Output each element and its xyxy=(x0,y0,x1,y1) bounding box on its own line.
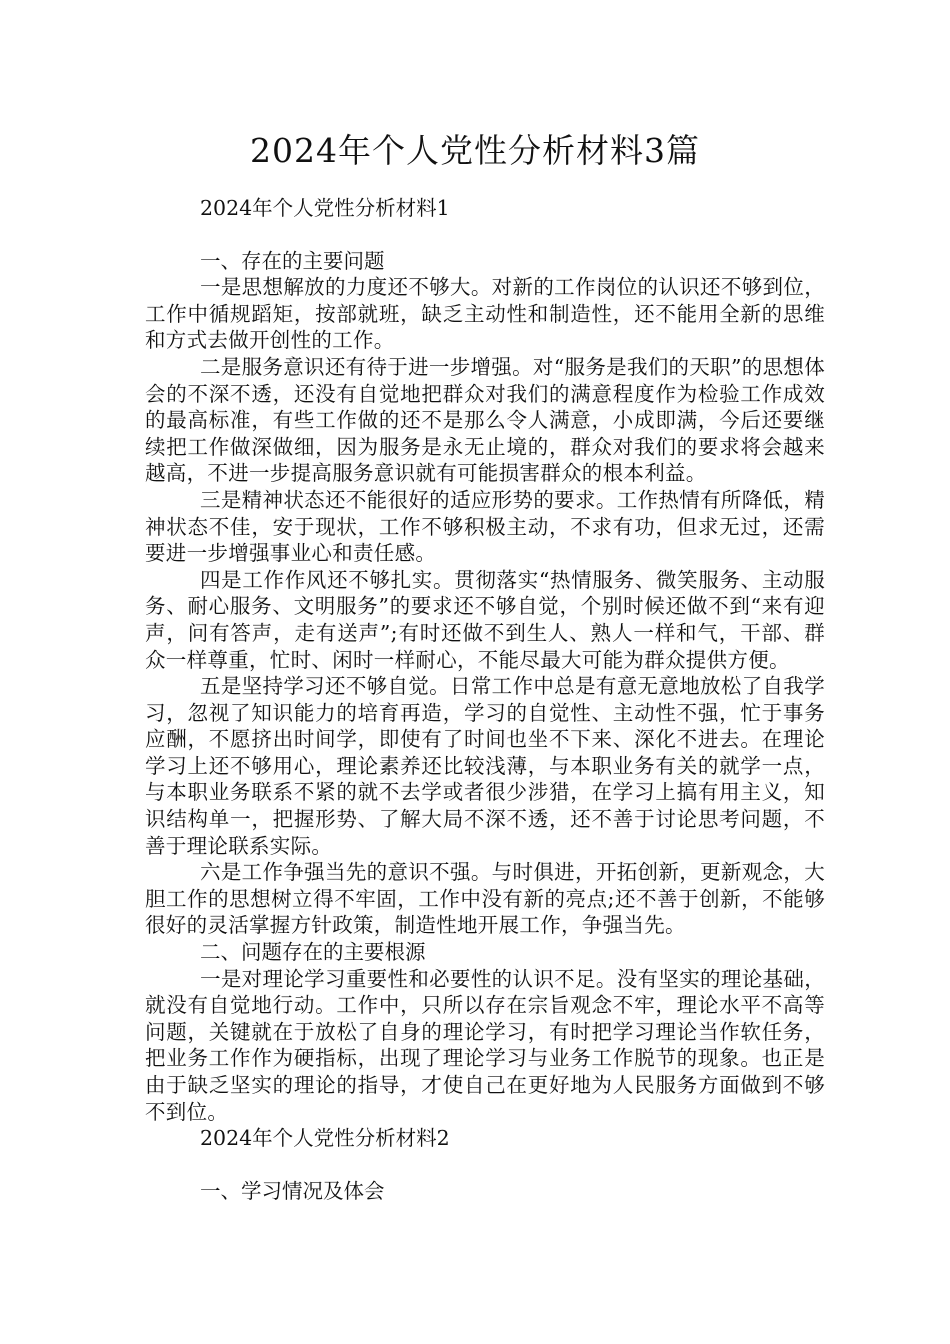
document-title: 2024年个人党性分析材料3篇 xyxy=(250,131,700,170)
part1-subtitle: 2024年个人党性分析材料1 xyxy=(200,196,450,220)
paragraph: 六是工作争强当先的意识不强。与时俱进，开拓创新，更新观念，大胆工作的思想树立得不牢固，工作中没有新的亮点;还不善于创新，不能够很好的灵活掌握方针政策，制造性地开展工作，争强当先。 xyxy=(145,860,825,938)
section-heading-problems: 一、存在的主要问题 xyxy=(200,248,385,273)
paragraph: 五是坚持学习还不够自觉。日常工作中总是有意无意地放松了自我学习，忽视了知识能力的培育再造，学习的自觉性、主动性不强，忙于事务应酬，不愿挤出时间学，即使有了时间也坐不下来、深化不进去。在理论学习上还不够用心，理论素养还比较浅薄，与本职业务有关的就学一点，与本职业务联系不紧的就不去学或者很少涉猎，在学习上搞有用主义，知识结构单一，把握形势、了解大局不深不透，还不善于讨论思考问题，不善于理论联系实际。 xyxy=(145,674,825,858)
part2-subtitle: 2024年个人党性分析材料2 xyxy=(200,1126,450,1151)
section-heading-roots: 二、问题存在的主要根源 xyxy=(200,940,426,965)
paragraph: 一是思想解放的力度还不够大。对新的工作岗位的认识还不够到位，工作中循规蹈矩，按部就班，缺乏主动性和制造性，还不能用全新的思维和方式去做开创性的工作。 xyxy=(145,275,825,353)
paragraph: 二是服务意识还有待于进一步增强。对“服务是我们的天职”的思想体会的不深不透，还没有自觉地把群众对我们的满意程度作为检验工作成效的最高标准，有些工作做的还不是那么令人满意，小成即满，今后还要继续把工作做深做细，因为服务是永无止境的，群众对我们的要求将会越来越高，不进一步提高服务意识就有可能损害群众的根本利益。 xyxy=(145,354,825,486)
paragraph: 四是工作作风还不够扎实。贯彻落实“热情服务、微笑服务、主动服务、耐心服务、文明服务”的要求还不够自觉，个别时候还做不到“来有迎声，问有答声，走有送声”;有时还做不到生人、熟人一样和气，干部、群众一样尊重，忙时、闲时一样耐心，不能尽最大可能为群众提供方便。 xyxy=(145,567,825,672)
paragraph: 一是对理论学习重要性和必要性的认识不足。没有坚实的理论基础，就没有自觉地行动。工作中，只所以存在宗旨观念不牢，理论水平不高等问题，关键就在于放松了自身的理论学习，有时把学习理论当作软任务，把业务工作作为硬指标，出现了理论学习与业务工作脱节的现象。也正是由于缺乏坚实的理论的指导，才使自己在更好地为人民服务方面做到不够不到位。 xyxy=(145,966,825,1124)
paragraph: 三是精神状态还不能很好的适应形势的要求。工作热情有所降低，精神状态不佳，安于现状，工作不够积极主动，不求有功，但求无过，还需要进一步增强事业心和责任感。 xyxy=(145,487,825,566)
section-heading-study: 一、学习情况及体会 xyxy=(200,1178,385,1203)
document-body xyxy=(145,195,825,1204)
